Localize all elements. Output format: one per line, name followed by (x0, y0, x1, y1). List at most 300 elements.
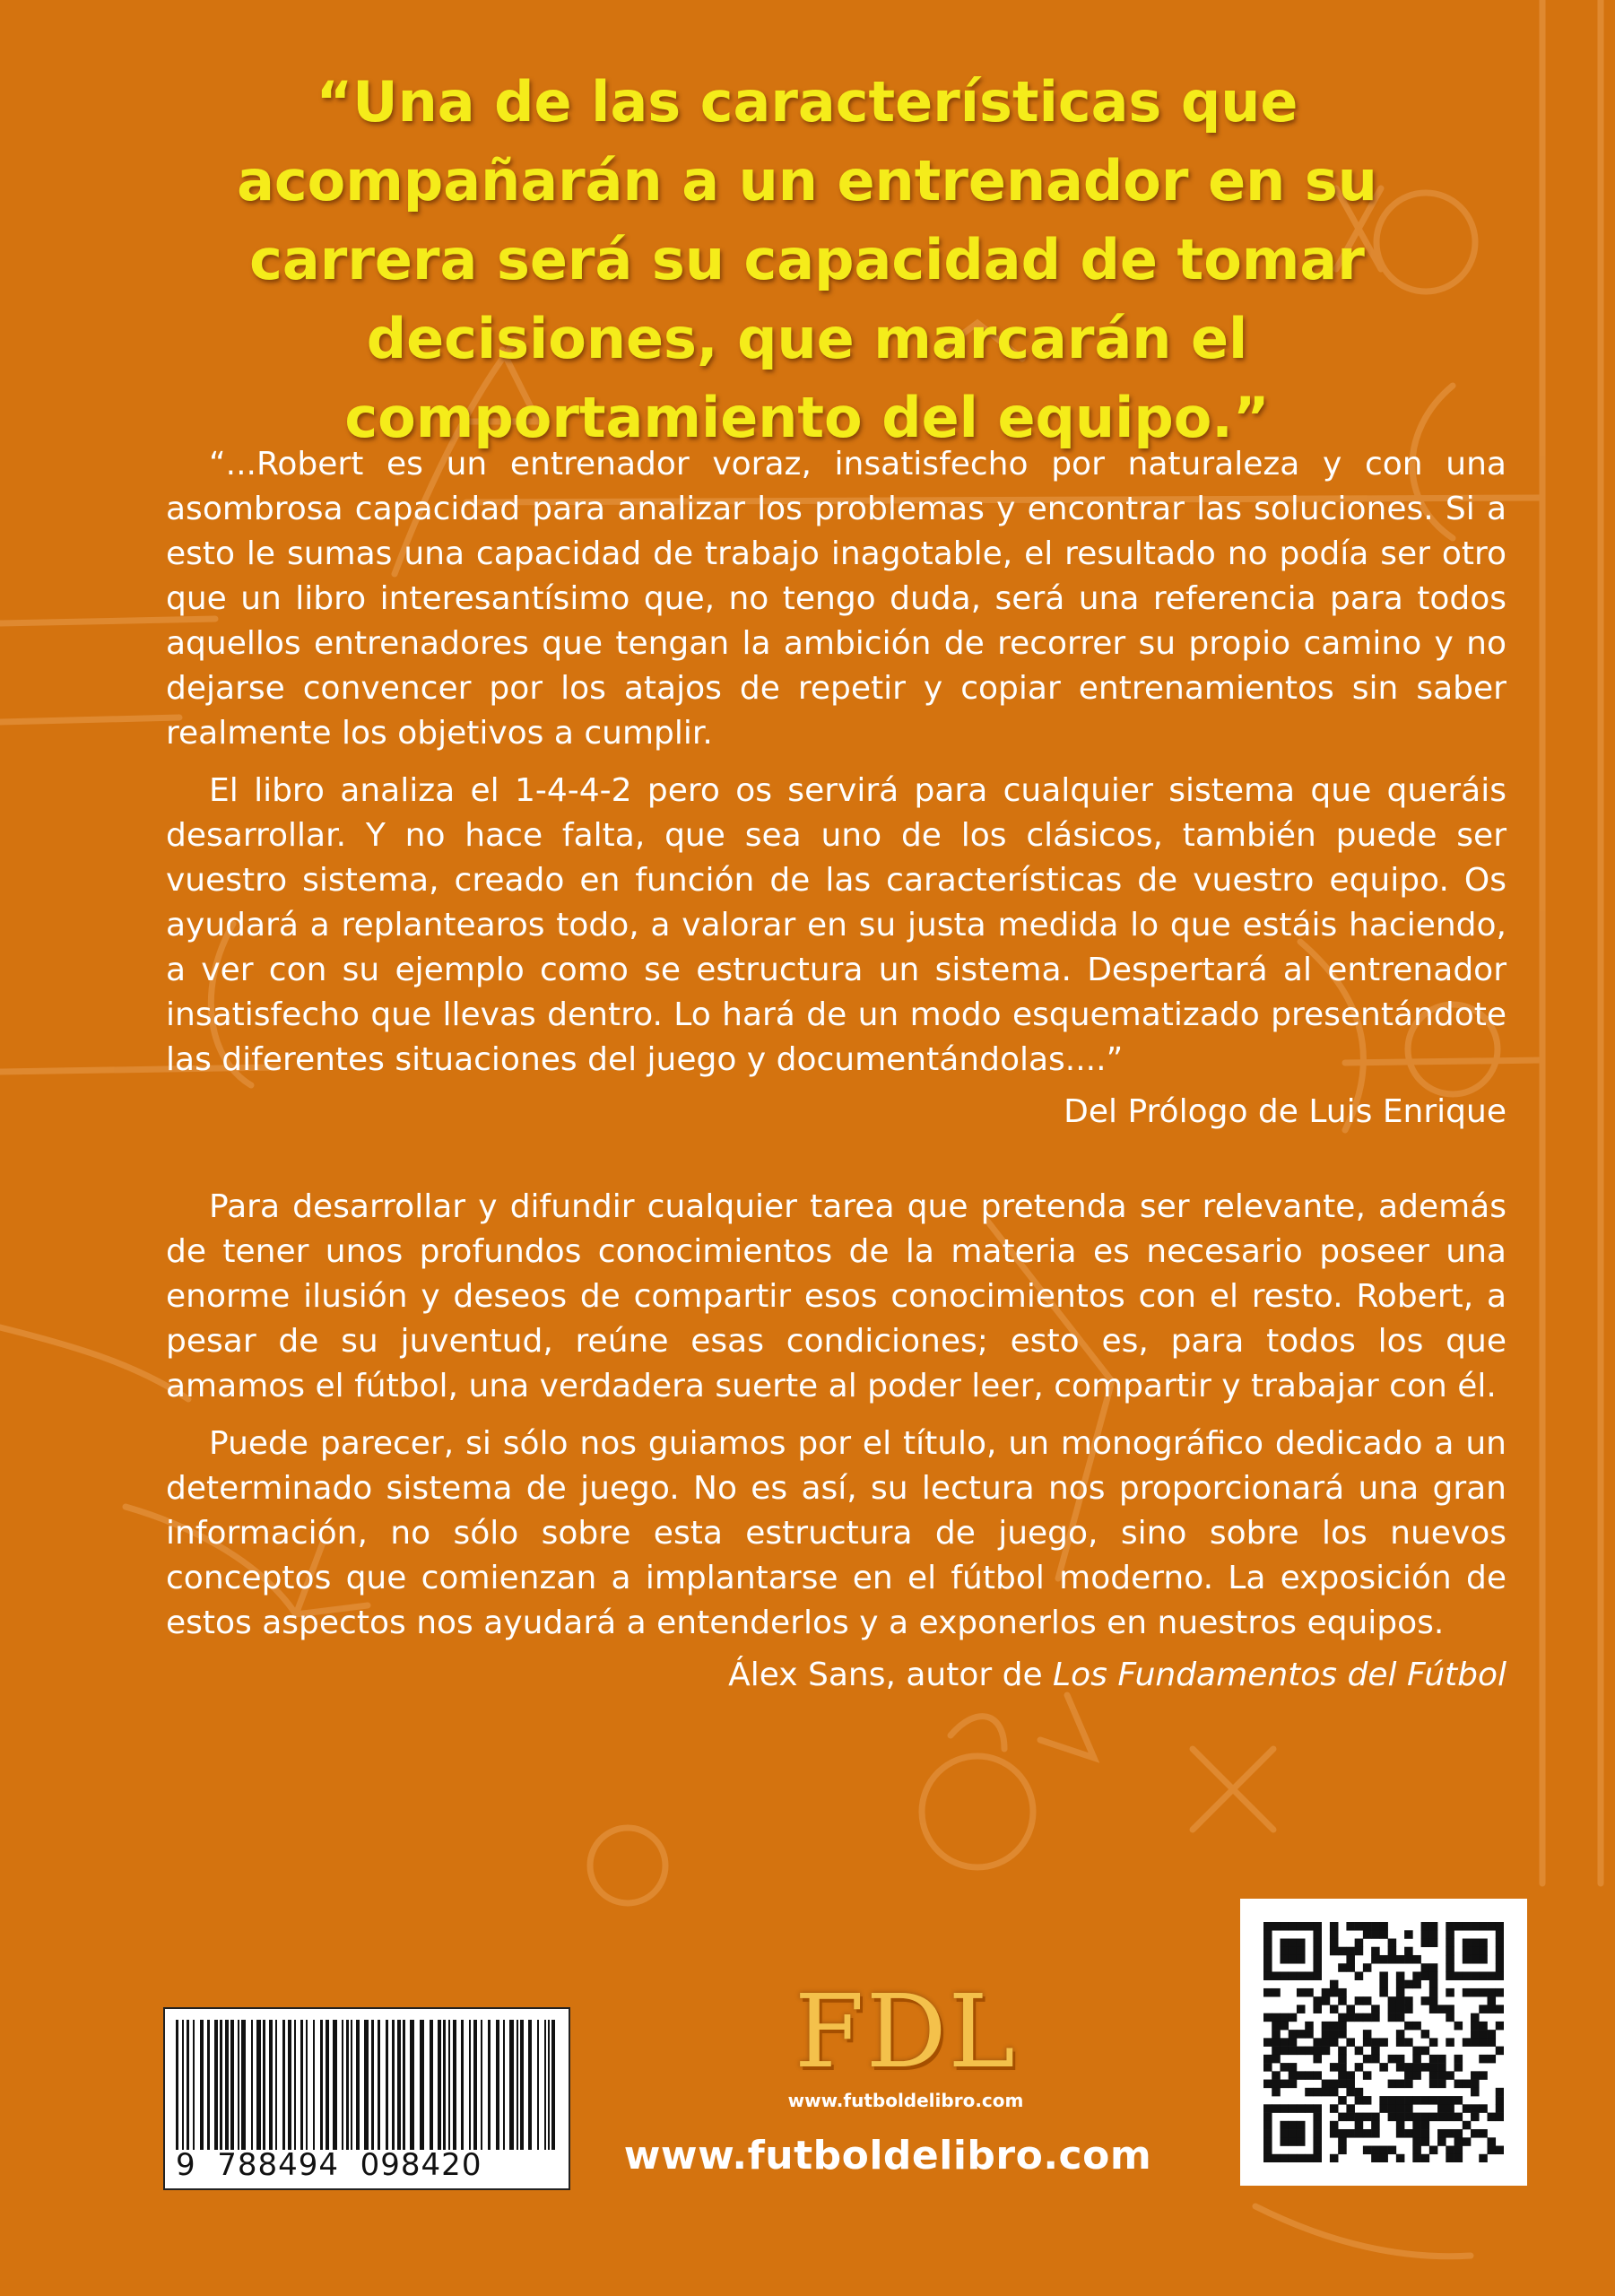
qr-module (1313, 1922, 1322, 1931)
qr-module (1371, 1922, 1380, 1931)
qr-module (1437, 2137, 1446, 2146)
qr-module (1338, 2047, 1347, 2056)
barcode-bar (282, 2020, 285, 2150)
back-cover-text (166, 442, 1506, 1698)
qr-module (1355, 2096, 1364, 2105)
barcode-bar (548, 2020, 550, 2150)
qr-module (1346, 2071, 1355, 2080)
qr-module (1496, 1947, 1504, 1956)
qr-module (1305, 1922, 1314, 1931)
qr-module (1371, 1930, 1380, 1939)
qr-module (1297, 2047, 1306, 2056)
qr-module (1322, 2047, 1331, 2056)
qr-module (1446, 1922, 1454, 1931)
qr-module (1404, 1980, 1413, 1989)
qr-module (1404, 1947, 1413, 1956)
qr-module (1388, 2096, 1397, 2105)
qr-module (1446, 2113, 1454, 2122)
review-paragraph: Puede parecer, si sólo nos guiamos por el título, un monográfico dedicado a un determinado sistema de juego. No es así, su lectura nos proporcionará una gran información, no sólo sobre esta estructura de juego, sino sobre los nuevos conceptos que comienzan a implantarse en el fútbol moderno. La exposición de estos aspectos nos ayudará a entenderlos y a exponerlos en nuestros equipos. (166, 1425, 1506, 1641)
qr-module (1471, 2071, 1480, 2080)
qr-module (1421, 2129, 1430, 2138)
qr-module (1313, 2047, 1322, 2056)
barcode-bar (275, 2020, 277, 2150)
qr-module (1437, 2055, 1446, 2064)
qr-module (1496, 2104, 1504, 2113)
qr-module (1297, 2154, 1306, 2162)
qr-module (1330, 1947, 1339, 1956)
qr-module (1313, 2055, 1322, 2064)
qr-module (1346, 2104, 1355, 2113)
qr-module (1404, 2063, 1413, 2072)
qr-module (1280, 2129, 1289, 2138)
qr-module (1272, 2013, 1281, 2022)
qr-module (1471, 1971, 1480, 1980)
qr-module (1421, 2154, 1430, 2162)
qr-module (1263, 2063, 1272, 2072)
qr-module (1421, 2113, 1430, 2122)
barcode-bar (313, 2020, 315, 2150)
qr-module (1305, 2088, 1314, 2097)
qr-module (1479, 2154, 1488, 2162)
qr-module (1454, 2154, 1463, 2162)
qr-module (1363, 2071, 1372, 2080)
barcode-bar (306, 2020, 308, 2150)
qr-module (1371, 2055, 1380, 2064)
qr-module (1363, 1922, 1372, 1931)
qr-module (1346, 1955, 1355, 1964)
qr-module (1404, 2022, 1413, 2031)
qr-module (1289, 1938, 1298, 1947)
qr-module (1355, 2121, 1364, 2130)
qr-module (1263, 2146, 1272, 2155)
qr-module (1363, 2129, 1372, 2138)
barcode-bar (176, 2020, 178, 2150)
barcode-bar (182, 2020, 184, 2150)
qr-module (1396, 2104, 1405, 2113)
barcode-bar (386, 2020, 388, 2150)
qr-module (1346, 2013, 1355, 2022)
qr-module (1330, 2080, 1339, 2089)
qr-module (1454, 2022, 1463, 2031)
qr-module (1471, 2080, 1480, 2089)
qr-module (1479, 2055, 1488, 2064)
qr-module (1396, 1971, 1405, 1980)
qr-module (1371, 2113, 1380, 2122)
qr-module (1379, 1971, 1388, 1980)
qr-module (1463, 2137, 1472, 2146)
qr-module (1371, 2005, 1380, 2013)
qr-module (1355, 2113, 1364, 2122)
qr-module (1371, 2013, 1380, 2022)
qr-module (1421, 1922, 1430, 1931)
qr-module (1272, 2055, 1281, 2064)
qr-module (1272, 1922, 1281, 1931)
qr-module (1322, 2080, 1331, 2089)
qr-module (1429, 2080, 1438, 2089)
qr-module (1471, 2013, 1480, 2022)
barcode-bar (300, 2020, 303, 2150)
qr-module (1412, 2113, 1421, 2122)
qr-module (1330, 2022, 1339, 2031)
qr-module (1263, 2121, 1272, 2130)
qr-module (1446, 2104, 1454, 2113)
qr-module (1338, 2096, 1347, 2105)
qr-module (1379, 2038, 1388, 2047)
qr-module (1496, 2022, 1504, 2031)
qr-module (1446, 2005, 1454, 2013)
qr-module (1289, 2071, 1298, 2080)
qr-module (1346, 2113, 1355, 2122)
qr-module (1330, 2104, 1339, 2113)
qr-module (1496, 1930, 1504, 1939)
qr-module (1363, 1963, 1372, 1972)
qr-module (1338, 2071, 1347, 2080)
qr-module (1346, 2129, 1355, 2138)
qr-module (1338, 1963, 1347, 1972)
qr-module (1379, 1988, 1388, 1997)
qr-module (1280, 2154, 1289, 2162)
qr-module (1355, 1938, 1364, 1947)
qr-module (1297, 2121, 1306, 2130)
qr-module (1471, 1938, 1480, 1947)
qr-module (1496, 2088, 1504, 2097)
qr-module (1289, 2013, 1298, 2022)
qr-module (1280, 2022, 1289, 2031)
qr-module (1479, 2129, 1488, 2138)
barcode-bar (241, 2020, 246, 2150)
qr-module (1297, 2137, 1306, 2146)
qr-module (1388, 2146, 1397, 2155)
qr-module (1471, 1988, 1480, 1997)
qr-module (1338, 2063, 1347, 2072)
qr-module (1355, 2129, 1364, 2138)
qr-module (1429, 1938, 1438, 1947)
review-attribution-book: Los Fundamentos del Fútbol (1053, 1657, 1506, 1693)
qr-module (1280, 2104, 1289, 2113)
qr-module (1263, 1947, 1272, 1956)
qr-module (1396, 2038, 1405, 2047)
qr-module (1355, 2088, 1364, 2097)
qr-module (1446, 2071, 1454, 2080)
barcode-bar (528, 2020, 532, 2150)
qr-module (1313, 1938, 1322, 1947)
qr-module (1289, 1947, 1298, 1956)
qr-module (1488, 2113, 1497, 2122)
barcode-bar (263, 2020, 265, 2150)
qr-module (1412, 2055, 1421, 2064)
qr-module (1289, 2047, 1298, 2056)
publisher-website: www.futboldelibro.com (623, 2133, 1152, 2179)
qr-module (1322, 1996, 1331, 2005)
qr-module (1388, 1955, 1397, 1964)
qr-module (1355, 2063, 1364, 2072)
qr-module (1379, 2146, 1388, 2155)
qr-module (1289, 2104, 1298, 2113)
qr-module (1396, 2113, 1405, 2122)
qr-module (1454, 2096, 1463, 2105)
barcode-bar (346, 2020, 349, 2150)
qr-module (1330, 1980, 1339, 1989)
qr-module (1404, 2113, 1413, 2122)
qr-module (1463, 1947, 1472, 1956)
qr-module (1437, 2104, 1446, 2113)
qr-module (1412, 2129, 1421, 2138)
qr-module (1346, 2005, 1355, 2013)
qr-module (1388, 2104, 1397, 2113)
qr-module (1496, 2096, 1504, 2105)
barcode-bar (443, 2020, 446, 2150)
qr-module (1371, 2047, 1380, 2056)
qr-module (1454, 2137, 1463, 2146)
qr-module (1463, 2121, 1472, 2130)
qr-module (1313, 2038, 1322, 2047)
barcode-bar (448, 2020, 450, 2150)
qr-module (1412, 2121, 1421, 2130)
qr-module (1272, 2030, 1281, 2039)
qr-module (1379, 2063, 1388, 2072)
qr-module (1305, 2047, 1314, 2056)
qr-module (1346, 2038, 1355, 2047)
qr-module (1379, 2096, 1388, 2105)
qr-module (1379, 1980, 1388, 1989)
qr-module (1496, 2005, 1504, 2013)
qr-module (1330, 2129, 1339, 2138)
qr-module (1388, 2013, 1397, 2022)
qr-module (1429, 2038, 1438, 2047)
qr-module (1446, 2096, 1454, 2105)
qr-module (1388, 1938, 1397, 1947)
qr-module (1404, 2104, 1413, 2113)
qr-module (1396, 1996, 1405, 2005)
qr-module (1346, 1922, 1355, 1931)
qr-module (1338, 2055, 1347, 2064)
qr-module (1388, 2080, 1397, 2089)
qr-module (1263, 2113, 1272, 2122)
barcode-bar (269, 2020, 273, 2150)
barcode-bar (461, 2020, 464, 2150)
barcode-bar (473, 2020, 477, 2150)
qr-module (1479, 2030, 1488, 2039)
qr-module (1346, 1947, 1355, 1956)
qr-module (1313, 2071, 1322, 2080)
qr-module (1263, 2104, 1272, 2113)
qr-module (1496, 1963, 1504, 1972)
qr-module (1330, 2154, 1339, 2162)
barcode-bar (333, 2020, 337, 2150)
qr-module (1305, 1988, 1314, 1997)
qr-module (1363, 2146, 1372, 2155)
qr-module (1471, 1947, 1480, 1956)
qr-module (1313, 2137, 1322, 2146)
qr-module (1429, 2063, 1438, 2072)
qr-module (1330, 2030, 1339, 2039)
qr-module (1429, 1971, 1438, 1980)
qr-module (1446, 2013, 1454, 2022)
qr-module (1330, 1922, 1339, 1931)
qr-module (1488, 2030, 1497, 2039)
qr-module (1280, 2013, 1289, 2022)
barcode-bar (251, 2020, 253, 2150)
qr-module (1429, 1930, 1438, 1939)
qr-module (1429, 2005, 1438, 2013)
qr-module (1437, 2005, 1446, 2013)
qr-module (1488, 1971, 1497, 1980)
qr-module (1313, 1996, 1322, 2005)
qr-module (1454, 1922, 1463, 1931)
barcode-bar (320, 2020, 323, 2150)
barcode-bar (214, 2020, 218, 2150)
qr-module (1429, 1963, 1438, 1972)
qr-module (1471, 2022, 1480, 2031)
qr-module (1263, 2154, 1272, 2162)
qr-module (1421, 2137, 1430, 2146)
qr-module (1396, 2030, 1405, 2039)
qr-module (1421, 2121, 1430, 2130)
qr-module (1338, 2013, 1347, 2022)
qr-module (1313, 2005, 1322, 2013)
qr-module (1429, 2055, 1438, 2064)
qr-module (1396, 2013, 1405, 2022)
barcode-bar (397, 2020, 401, 2150)
qr-module (1322, 2022, 1331, 2031)
qr-module (1363, 2013, 1372, 2022)
qr-module (1496, 2047, 1504, 2056)
barcode-bar (509, 2020, 514, 2150)
qr-module (1263, 1930, 1272, 1939)
barcode-bar (238, 2020, 239, 2150)
qr-module (1479, 1971, 1488, 1980)
qr-module (1471, 2104, 1480, 2113)
qr-module (1379, 1955, 1388, 1964)
qr-module (1305, 2071, 1314, 2080)
qr-module (1463, 2038, 1472, 2047)
qr-module (1263, 1971, 1272, 1980)
qr-module (1463, 1971, 1472, 1980)
qr-module (1404, 2038, 1413, 2047)
barcode-bar (288, 2020, 291, 2150)
qr-module (1488, 2146, 1497, 2155)
qr-module (1479, 2071, 1488, 2080)
qr-module (1280, 1955, 1289, 1964)
barcode-bar (537, 2020, 539, 2150)
qr-module (1488, 2005, 1497, 2013)
qr-module (1404, 2129, 1413, 2138)
qr-module (1496, 1971, 1504, 1980)
qr-module (1330, 1938, 1339, 1947)
qr-module (1454, 2146, 1463, 2155)
barcode-bar (469, 2020, 471, 2150)
barcode-bar (551, 2020, 555, 2150)
qr-module (1479, 1955, 1488, 1964)
qr-module (1313, 1930, 1322, 1939)
qr-module (1289, 2080, 1298, 2089)
qr-module (1297, 2071, 1306, 2080)
qr-module (1471, 2038, 1480, 2047)
qr-module (1272, 2071, 1281, 2080)
qr-module (1412, 1955, 1421, 1964)
qr-module (1463, 1922, 1472, 1931)
qr-module (1330, 2063, 1339, 2072)
qr-module (1412, 2022, 1421, 2031)
qr-module (1437, 2080, 1446, 2089)
qr-module (1305, 2030, 1314, 2039)
qr-module (1297, 1947, 1306, 1956)
qr-module (1371, 1947, 1380, 1956)
qr-module (1421, 1963, 1430, 1972)
barcode-bar (481, 2020, 482, 2150)
barcode-bar (187, 2020, 189, 2150)
qr-module (1463, 1938, 1472, 1947)
qr-module (1338, 1947, 1347, 1956)
barcode-bar (207, 2020, 210, 2150)
publisher-logo-url: www.futboldelibro.com (787, 2090, 1024, 2111)
qr-module (1454, 2055, 1463, 2064)
qr-module (1263, 2038, 1272, 2047)
qr-module (1297, 2129, 1306, 2138)
barcode-bar (220, 2020, 222, 2150)
qr-module (1379, 1930, 1388, 1939)
qr-module (1479, 1922, 1488, 1931)
qr-module (1313, 2121, 1322, 2130)
qr-module (1280, 1947, 1289, 1956)
qr-module (1338, 2146, 1347, 2155)
qr-module (1313, 1955, 1322, 1964)
qr-module (1338, 2137, 1347, 2146)
barcode-bar (453, 2020, 456, 2150)
qr-module (1412, 2096, 1421, 2105)
qr-module (1404, 2005, 1413, 2013)
barcode-bar (230, 2020, 234, 2150)
barcode-bar (520, 2020, 524, 2150)
qr-module (1371, 2146, 1380, 2155)
prologue-paragraph: El libro analiza el 1-4-4-2 pero os servirá para cualquier sistema que queráis desarrollar. Y no hace falta, que sea uno de los clásicos, también puede ser vuestro sistema, creado en función de las características de vuestro equipo. Os ayudará a replantearos todo, a valorar en su justa medida lo que estáis haciendo, a ver con su ejemplo como se estructura un sistema. Despertará al entrenador insatisfecho que llevas dentro. Lo hará de un modo esquematizado presentándote las diferentes situaciones del juego y documentándolas....” (166, 772, 1506, 1078)
qr-module (1272, 2080, 1281, 2089)
qr-module (1272, 2154, 1281, 2162)
qr-module (1388, 2055, 1397, 2064)
qr-module (1280, 2038, 1289, 2047)
qr-module (1338, 2129, 1347, 2138)
barcode-bar (403, 2020, 405, 2150)
qr-module (1338, 1988, 1347, 1997)
qr-module (1446, 2154, 1454, 2162)
qr-module (1479, 2104, 1488, 2113)
qr-module (1429, 1980, 1438, 1989)
qr-module (1488, 2137, 1497, 2146)
qr-module (1479, 1988, 1488, 1997)
qr-module (1454, 2113, 1463, 2122)
qr-module (1454, 2080, 1463, 2089)
qr-module (1421, 1996, 1430, 2005)
qr-module (1412, 2146, 1421, 2155)
qr-module (1463, 1988, 1472, 1997)
qr-module (1297, 1955, 1306, 1964)
barcode-bar (256, 2020, 261, 2150)
isbn-number: 9 788494 098420 (176, 2147, 482, 2183)
qr-module (1429, 2071, 1438, 2080)
qr-module (1412, 2063, 1421, 2072)
qr-module (1454, 2129, 1463, 2138)
qr-module (1479, 2005, 1488, 2013)
qr-module (1289, 1971, 1298, 1980)
qr-module (1363, 2038, 1372, 2047)
qr-module (1446, 2038, 1454, 2047)
qr-module (1454, 1971, 1463, 1980)
qr-module (1446, 1930, 1454, 1939)
qr-module (1297, 1922, 1306, 1931)
qr-module (1289, 2154, 1298, 2162)
qr-module (1496, 1955, 1504, 1964)
qr-module (1313, 2129, 1322, 2138)
